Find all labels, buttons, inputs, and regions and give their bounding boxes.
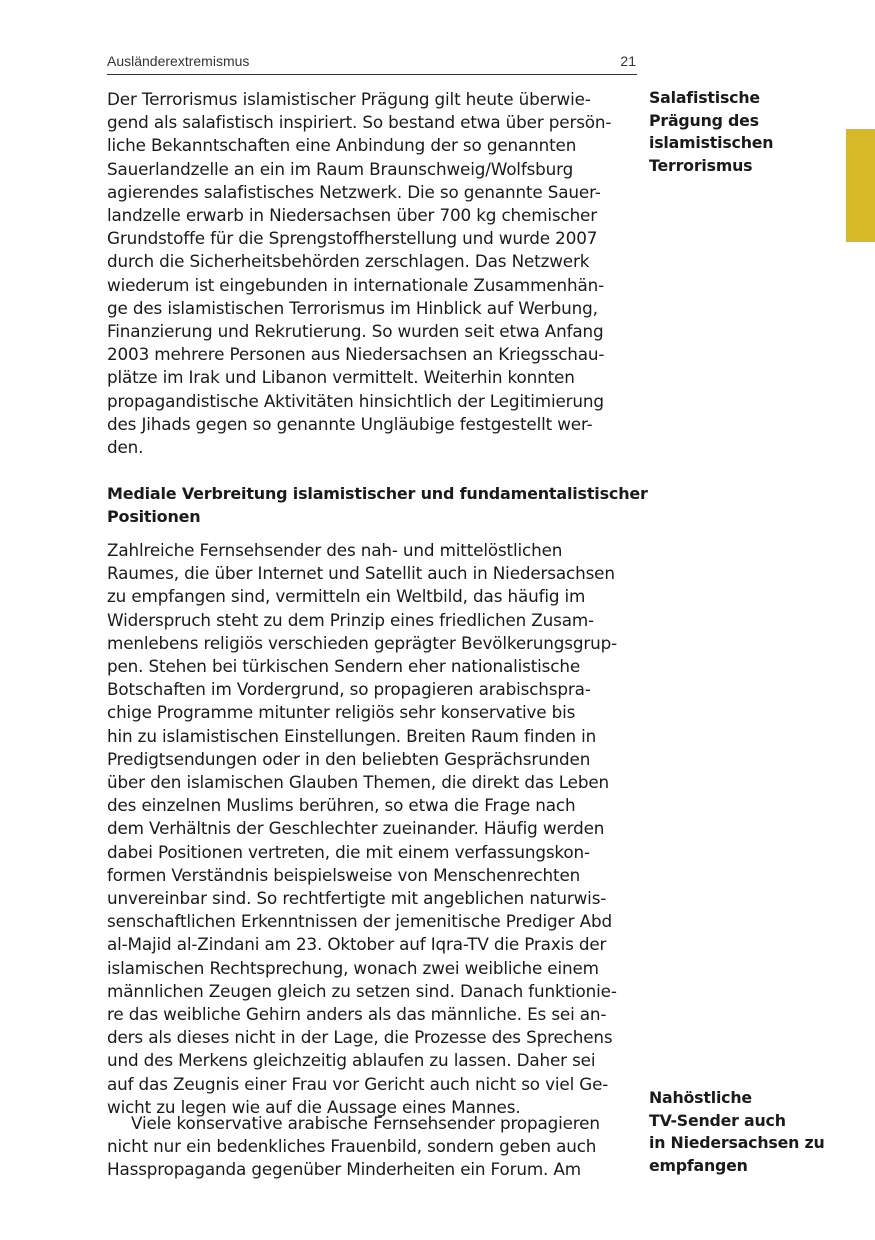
paragraph-line: Raumes, die über Internet und Satellit auch in Niedersachsen [107,563,615,584]
chapter-tab-marker [846,129,875,242]
paragraph-line: gend als salafistisch inspiriert. So bestand etwa über persön- [107,112,612,133]
paragraph-line: unvereinbar sind. So rechtfertigte mit angeblichen naturwis- [107,888,607,908]
paragraph-line: chige Programme mitunter religiös sehr konservative bis [107,702,576,723]
paragraph-line: ders als dieses nicht in der Lage, die Prozesse des Sprechens [107,1027,613,1048]
paragraph-line: des Jihads gegen so genannte Ungläubige festgestellt wer- [107,413,593,434]
paragraph-line: Predigtsendungen oder in den beliebten Gesprächsrunden [107,748,591,769]
paragraph-line: re das weibliche Gehirn anders als das männliche. Es sei an- [107,1004,607,1024]
margin-note-line: islamistischen [649,133,774,152]
paragraph-line: durch die Sicherheitsbehörden zerschlagen. Das Netzwerk [107,251,590,272]
paragraph-line: al-Majid al-Zindani am 23. Oktober auf Iqra-TV die Praxis der [107,934,607,955]
paragraph-line: senschaftlichen Erkenntnissen der jemenitische Prediger Abd [107,911,612,932]
margin-note-line: TV-Sender auch [649,1110,786,1130]
paragraph-line: dabei Positionen vertreten, die mit einem verfassungskon- [107,841,590,862]
paragraph-line: über den islamischen Glauben Themen, die direkt das Leben [107,772,609,792]
paragraph-line: Der Terrorismus islamistischer Prägung gilt heute überwie- [107,89,591,109]
section-heading-line: Positionen [107,507,201,526]
paragraph-line: dem Verhältnis der Geschlechter zueinander. Häufig werden [107,818,605,839]
paragraph-line: formen Verständnis beispielsweise von Menschenrechten [107,864,581,885]
margin-note-line: Prägung des [649,110,759,130]
paragraph-line: Widerspruch steht zu dem Prinzip eines friedlichen Zusam- [107,609,594,630]
running-title: Ausländerextremismus [107,53,250,69]
paragraph-line: 2003 mehrere Personen aus Niedersachsen an Kriegsschau- [107,344,605,365]
paragraph-line: zu empfangen sind, vermitteln ein Weltbild, das häufig im [107,586,586,607]
paragraph-line: Hasspropaganda gegenüber Minderheiten ein Forum. Am [107,1159,581,1180]
paragraph-line: männlichen Zeugen gleich zu setzen sind. Danach funktionie- [107,980,617,1001]
paragraph-line: landzelle erwarb in Niedersachsen über 700 kg chemischer [107,205,597,225]
header-rule [107,74,637,75]
margin-note-line: in Niedersachsen zu [649,1133,825,1152]
margin-note-line: Terrorismus [649,155,753,175]
paragraph-line: Finanzierung und Rekrutierung. So wurden seit etwa Anfang [107,321,604,341]
paragraph-line: Sauerlandzelle an ein im Raum Braunschweig/Wolfsburg [107,158,574,179]
paragraph-line: Viele konservative arabische Fernsehsender propagieren [131,1113,600,1133]
paragraph-line: liche Bekanntschaften eine Anbindung der so genannten [107,135,577,156]
paragraph-line: plätze im Irak und Libanon vermittelt. Weiterhin konnten [107,367,575,388]
page-number: 21 [620,53,636,69]
margin-note-salafist [649,87,849,177]
paragraph-line: auf das Zeugnis einer Frau vor Gericht auch nicht so viel Ge- [107,1073,609,1094]
margin-note-line: Nahöstliche [649,1088,752,1107]
paragraph-line: den. [107,437,144,457]
paragraph-line: des einzelnen Muslims berühren, so etwa die Frage nach [107,795,576,816]
section-heading-line: Mediale Verbreitung islamistischer und fundamentalistischer [107,484,648,503]
paragraph-line: und des Merkens gleichzeitig ablaufen zu lassen. Daher sei [107,1050,596,1071]
paragraph-line: wiederum ist eingebunden in internationale Zusammenhän- [107,274,604,295]
margin-note-tv-stations [649,1087,849,1177]
paragraph-line: Grundstoffe für die Sprengstoffherstellung und wurde 2007 [107,228,598,249]
paragraph-line: wicht zu legen wie auf die Aussage eines Mannes. [107,1096,521,1117]
margin-note-line: Salafistische [649,88,760,107]
paragraph-line: ge des islamistischen Terrorismus im Hinblick auf Werbung, [107,297,598,318]
paragraph-line: pen. Stehen bei türkischen Sendern eher nationalistische [107,656,581,676]
paragraph-line: Botschaften im Vordergrund, so propagieren arabischspra- [107,679,591,700]
paragraph-line: menlebens religiös verschieden geprägter Bevölkerungsgrup- [107,632,618,653]
paragraph-line: islamischen Rechtsprechung, wonach zwei weibliche einem [107,957,599,978]
margin-note-line: empfangen [649,1155,748,1175]
paragraph-line: Zahlreiche Fernsehsender des nah- und mittelöstlichen [107,540,563,560]
paragraph-line: hin zu islamistischen Einstellungen. Breiten Raum finden in [107,725,597,746]
paragraph-line: propagandistische Aktivitäten hinsichtlich der Legitimierung [107,390,604,411]
paragraph-line: nicht nur ein bedenkliches Frauenbild, sondern geben auch [107,1136,597,1157]
paragraph-line: agierendes salafistisches Netzwerk. Die so genannte Sauer- [107,181,601,202]
